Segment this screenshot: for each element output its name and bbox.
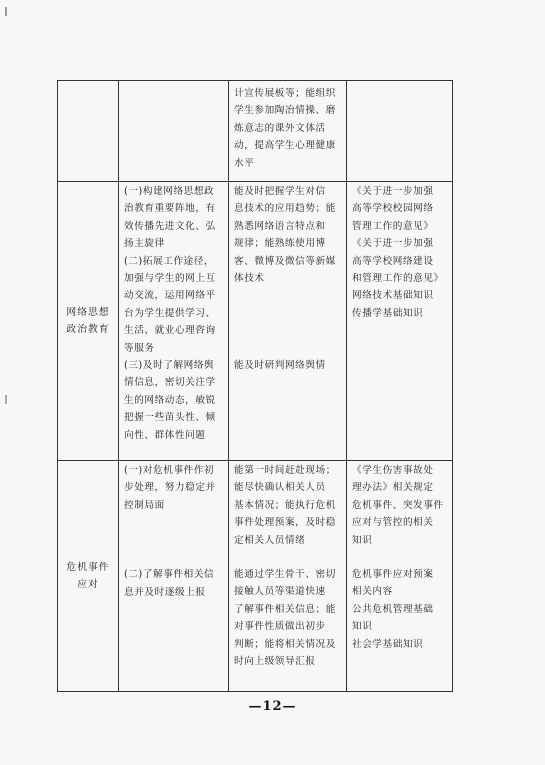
text-line: 扬主旋律 <box>124 238 165 250</box>
text-line: (三)及时了解网络舆 <box>124 360 215 372</box>
knowledge-cell <box>347 81 453 182</box>
text-line: 动，提高学生心理健康 <box>234 140 336 152</box>
text-line: 客、微博及微信等新媒 <box>234 255 336 267</box>
text-line: 《学生伤害事故处 <box>352 465 434 476</box>
table-row <box>58 461 453 692</box>
text-line: 炼意志的课外文体活 <box>234 122 326 134</box>
text-line: 判断；能将相关情况及 <box>234 638 336 650</box>
text-line: 接触人员等渠道快速 <box>234 586 326 598</box>
ability-text <box>229 81 346 172</box>
category-cell <box>58 182 119 461</box>
text-line: 高等学校校园网络 <box>352 203 434 215</box>
text-line: 事件处理预案，及时稳 <box>234 517 336 529</box>
text-line: 熟悉网络语言特点和 <box>234 220 326 232</box>
text-line: (二)拓展工作途径， <box>124 255 215 267</box>
text-line: 知识 <box>352 534 373 546</box>
text-line: 公共危机管理基础 <box>352 603 434 615</box>
text-line: 水平 <box>234 157 255 169</box>
text-line: 理办法》相关规定 <box>352 482 434 494</box>
text-line: 步处理，努力稳定并 <box>124 482 216 494</box>
table-row <box>58 81 453 182</box>
text-line: (二)了解事件相关信 <box>124 569 215 581</box>
text-line: 高等学校网络建设 <box>352 255 434 267</box>
task-cell <box>119 182 229 461</box>
category-label: 政治教育 <box>66 324 110 335</box>
text-line: 学生参加陶冶情操、磨 <box>234 105 336 117</box>
text-line: 能尽快确认相关人员 <box>234 482 326 494</box>
ability-text <box>229 182 346 375</box>
text-line: 能及时研判网络舆情 <box>234 360 326 372</box>
text-line: 基本情况；能执行危机 <box>234 499 336 511</box>
text-line: 息技术的应用趋势；能 <box>234 203 336 215</box>
category-cell <box>58 461 119 692</box>
text-line: 《关于进一步加强 <box>352 186 434 197</box>
text-line: 网络技术基础知识 <box>352 290 434 302</box>
table-row <box>58 182 453 461</box>
page-number: —12— <box>248 699 297 714</box>
text-line: 向性、群体性问题 <box>124 429 206 441</box>
text-line: 治教育重要阵地，有 <box>124 203 216 215</box>
text-line: 管理工作的意见》 <box>352 220 434 232</box>
text-line: 控制局面 <box>124 499 165 511</box>
text-line: (一)对危机事件作初 <box>124 465 215 476</box>
ability-cell <box>229 81 347 182</box>
text-line: 能第一时间赶赴现场； <box>234 465 336 476</box>
knowledge-cell <box>347 182 453 461</box>
duties-table <box>57 80 453 692</box>
knowledge-text <box>347 461 452 653</box>
category-label: 危机事件 <box>66 562 110 573</box>
text-line: 《关于进一步加强 <box>352 238 434 250</box>
text-line: 生的网络动态，敏锐 <box>124 394 216 406</box>
text-line: 危机事件、突发事件 <box>352 499 444 511</box>
text-line: 动交流，运用网络平 <box>124 290 216 302</box>
text-line: 相关内容 <box>352 586 393 598</box>
text-line: 规律；能熟练使用博 <box>234 238 326 250</box>
text-line: 息并及时逐级上报 <box>124 586 206 598</box>
text-line: 体技术 <box>234 273 265 285</box>
text-line: 情信息，密切关注学 <box>124 377 216 389</box>
text-line: 应对与管控的相关 <box>352 517 434 529</box>
text-line: 加强与学生的网上互 <box>124 273 216 285</box>
task-cell <box>119 81 229 182</box>
ability-cell <box>229 461 347 692</box>
text-line: 把握一些苗头性、倾 <box>124 412 216 424</box>
text-line: 时向上级领导汇报 <box>234 656 316 668</box>
scan-edge-mark <box>5 7 7 16</box>
text-line: 效传播先进文化、弘 <box>124 220 216 232</box>
knowledge-cell <box>347 461 453 692</box>
text-line: 危机事件应对预案 <box>352 569 434 581</box>
text-line: 能及时把握学生对信 <box>234 186 326 197</box>
scan-edge-mark <box>5 395 7 404</box>
text-line: 社会学基础知识 <box>352 638 424 650</box>
category-label: 网络思想 <box>66 307 110 318</box>
task-text <box>119 182 228 444</box>
task-cell <box>119 461 229 692</box>
ability-cell <box>229 182 347 461</box>
text-line: 计宣传展板等；能组织 <box>234 88 336 99</box>
text-line: 生活、就业心理咨询 <box>124 325 216 337</box>
text-line: 对事件性质做出初步 <box>234 621 326 633</box>
category-cell <box>58 81 119 182</box>
text-line: (一)构建网络思想政 <box>124 186 215 197</box>
text-line: 了解事件相关信息；能 <box>234 603 336 615</box>
text-line: 传播学基础知识 <box>352 307 424 319</box>
category-label: 应对 <box>77 579 99 590</box>
text-line: 定相关人员情绪 <box>234 534 306 546</box>
text-line: 台为学生提供学习、 <box>124 307 216 319</box>
text-line: 知识 <box>352 621 373 633</box>
ability-text <box>229 461 346 670</box>
text-line: 能通过学生骨干、密切 <box>234 569 336 581</box>
knowledge-text <box>347 182 452 322</box>
text-line: 等服务 <box>124 342 155 354</box>
task-text <box>119 461 228 601</box>
text-line: 和管理工作的意见》 <box>352 273 444 285</box>
